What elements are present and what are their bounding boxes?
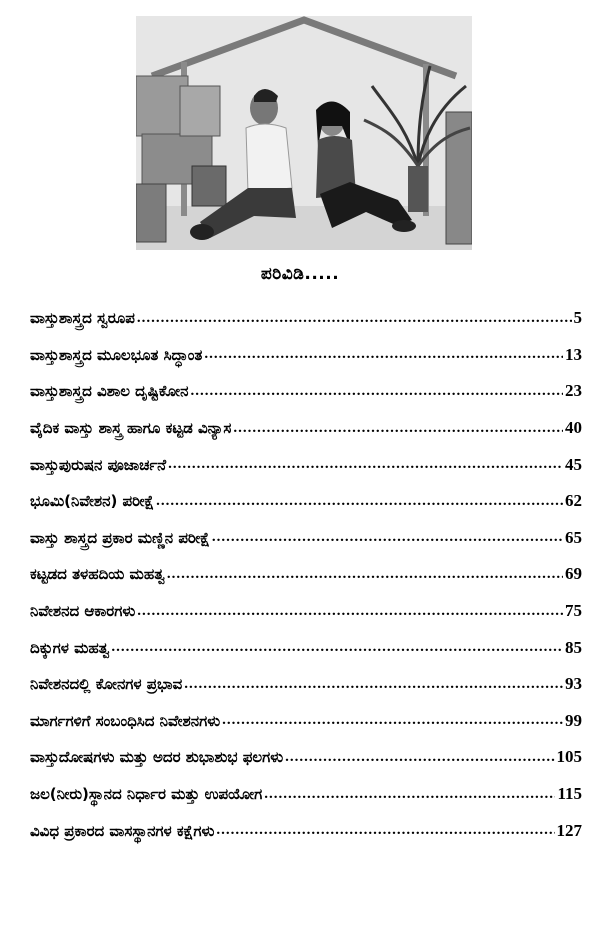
toc-title: ಭೂಮಿ(ನಿವೇಶನ) ಪರೀಕ್ಷೆ [30, 492, 155, 511]
toc-title: ವಾಸ್ತುಶಾಸ್ತ್ರದ ಮೂಲಭೂತ ಸಿದ್ಧಾಂತ [30, 345, 203, 364]
toc-page-number: 5 [573, 308, 582, 328]
toc-title: ಕಟ್ಟಡದ ತಳಹದಿಯ ಮಹತ್ವ [30, 565, 165, 584]
table-of-contents [30, 300, 582, 849]
toc-title: ವಿವಿಧ ಪ್ರಕಾರದ ವಾಸಸ್ಥಾನಗಳ ಕಕ್ಷೆಗಳು [30, 821, 215, 840]
dot-leader [285, 749, 554, 766]
toc-page-number: 105 [556, 747, 582, 767]
toc-title: ವಾಸ್ತುದೋಷಗಳು ಮತ್ತು ಅದರ ಶುಭಾಶುಭ ಫಲಗಳು [30, 748, 284, 767]
toc-entry [30, 410, 582, 447]
couple-house-photo [136, 16, 472, 250]
toc-page-number: 127 [556, 820, 582, 840]
toc-page-number: 45 [565, 454, 582, 474]
dot-leader [216, 822, 554, 839]
toc-entry [30, 703, 582, 740]
dot-leader [156, 493, 563, 510]
toc-page-number: 75 [565, 601, 582, 621]
dot-leader [168, 456, 563, 473]
dot-leader [111, 639, 563, 656]
dot-leader [167, 566, 563, 583]
toc-entry [30, 739, 582, 776]
toc-entry [30, 593, 582, 630]
dot-leader [137, 603, 563, 620]
toc-entry [30, 556, 582, 593]
toc-entry [30, 446, 582, 483]
toc-entry [30, 337, 582, 374]
toc-title: ನಿವೇಶನದಲ್ಲಿ ಕೋನಗಳ ಪ್ರಭಾವ [30, 675, 183, 694]
toc-page-number: 40 [565, 418, 582, 438]
dot-leader [190, 383, 563, 400]
toc-title: ಮಾರ್ಗಗಳಿಗೆ ಸಂಬಂಧಿಸಿದ ನಿವೇಶನಗಳು [30, 711, 221, 730]
toc-entry [30, 666, 582, 703]
toc-heading: ಪರಿವಿಡಿ..... [260, 264, 340, 284]
dot-leader [233, 420, 563, 437]
dot-leader [222, 712, 563, 729]
toc-page-number: 99 [565, 710, 582, 730]
toc-page-number: 115 [557, 784, 582, 804]
toc-title: ದಿಕ್ಕುಗಳ ಮಹತ್ವ [30, 638, 110, 657]
dot-leader [204, 346, 563, 363]
dot-leader [212, 529, 563, 546]
toc-entry [30, 520, 582, 557]
toc-entry [30, 483, 582, 520]
toc-title: ವಾಸ್ತುಶಾಸ್ತ್ರದ ಸ್ವರೂಪ [30, 309, 135, 328]
toc-page-number: 62 [565, 491, 582, 511]
toc-page-number: 13 [565, 344, 582, 364]
toc-entry [30, 300, 582, 337]
toc-page-number: 69 [565, 564, 582, 584]
toc-entry [30, 776, 582, 813]
toc-title: ವಾಸ್ತುಶಾಸ್ತ್ರದ ವಿಶಾಲ ದೃಷ್ಟಿಕೋನ [30, 382, 189, 401]
toc-entry [30, 629, 582, 666]
toc-entry [30, 812, 582, 849]
toc-page-number: 65 [565, 527, 582, 547]
toc-title: ವಾಸ್ತು ಶಾಸ್ತ್ರದ ಪ್ರಕಾರ ಮಣ್ಣಿನ ಪರೀಕ್ಷೆ [30, 528, 210, 547]
toc-entry [30, 373, 582, 410]
toc-page-number: 23 [565, 381, 582, 401]
toc-title: ಜಲ(ನೀರು)ಸ್ಥಾನದ ನಿರ್ಧಾರ ಮತ್ತು ಉಪಯೋಗ [30, 785, 263, 804]
toc-title: ವೈದಿಕ ವಾಸ್ತು ಶಾಸ್ತ್ರ ಹಾಗೂ ಕಟ್ಟಡ ವಿನ್ಯಾಸ [30, 419, 232, 438]
dot-leader [184, 676, 563, 693]
toc-title: ನಿವೇಶನದ ಆಕಾರಗಳು [30, 602, 136, 621]
dot-leader [264, 786, 555, 803]
toc-page-number: 85 [565, 637, 582, 657]
toc-title: ವಾಸ್ತುಪುರುಷನ ಪೂಜಾರ್ಚನೆ [30, 455, 167, 474]
toc-page-number: 93 [565, 674, 582, 694]
dot-leader [137, 310, 572, 327]
